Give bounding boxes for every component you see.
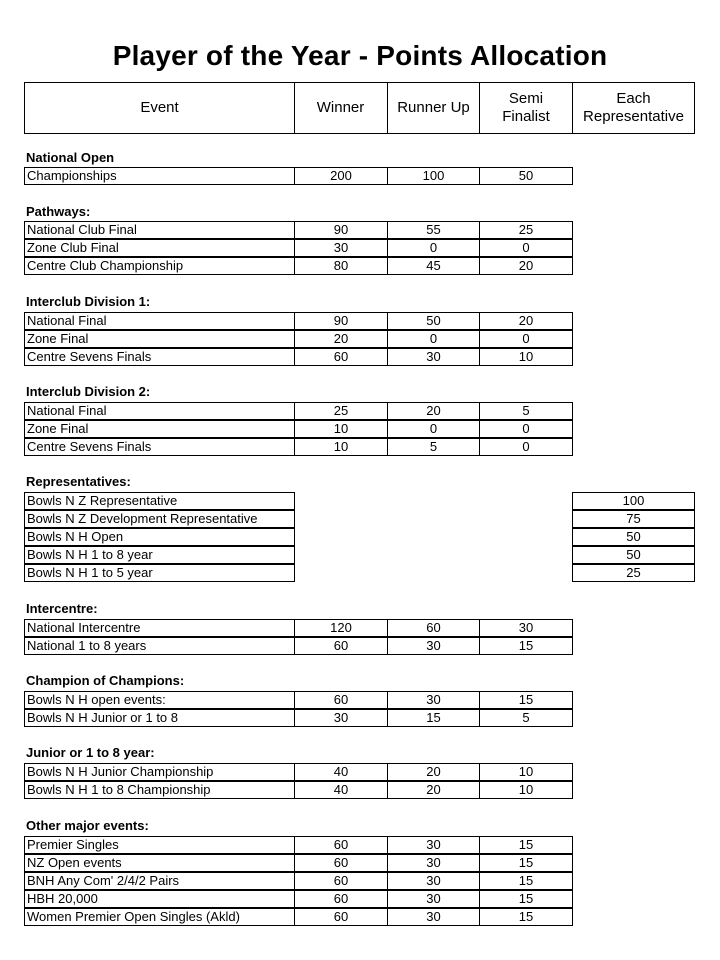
event-cell: National Final [24,312,295,330]
event-cell: BNH Any Com' 2/4/2 Pairs [24,872,295,890]
winner-cell: 30 [294,239,388,257]
winner-cell: 60 [294,348,388,366]
runner-up-cell: 50 [387,312,480,330]
winner-cell: 60 [294,637,388,655]
page-title: Player of the Year - Points Allocation [112,40,608,71]
each-representative-cell: 75 [572,510,695,528]
event-cell: Zone Final [24,330,295,348]
event-cell: Bowls N H 1 to 8 Championship [24,781,295,799]
semi-finalist-cell: 5 [479,402,573,420]
event-cell: Bowls N H Junior Championship [24,763,295,781]
runner-up-cell: 20 [387,763,480,781]
winner-cell: 80 [294,257,388,275]
winner-cell: 60 [294,836,388,854]
event-cell: Premier Singles [24,836,295,854]
header-runner-up: Runner Up [388,82,480,134]
semi-finalist-cell: 20 [479,312,573,330]
event-cell: Bowls N H Junior or 1 to 8 [24,709,295,727]
header-winner: Winner [294,82,388,134]
winner-cell: 200 [294,167,388,185]
semi-finalist-cell: 0 [479,438,573,456]
runner-up-cell: 30 [387,691,480,709]
semi-finalist-cell: 15 [479,854,573,872]
semi-finalist-cell: 15 [479,908,573,926]
runner-up-cell: 30 [387,348,480,366]
each-representative-cell: 50 [572,546,695,564]
winner-cell: 40 [294,763,388,781]
runner-up-cell: 55 [387,221,480,239]
event-cell: Centre Club Championship [24,257,295,275]
event-cell: Centre Sevens Finals [24,438,295,456]
runner-up-cell: 30 [387,872,480,890]
section-title: Intercentre: [26,601,98,616]
section-title: Representatives: [26,474,131,489]
runner-up-cell: 100 [387,167,480,185]
section-title: Junior or 1 to 8 year: [26,745,155,760]
runner-up-cell: 30 [387,836,480,854]
semi-finalist-cell: 15 [479,637,573,655]
winner-cell: 60 [294,908,388,926]
event-cell: Women Premier Open Singles (Akld) [24,908,295,926]
runner-up-cell: 30 [387,908,480,926]
event-cell: Bowls N H Open [24,528,295,546]
section-title: Interclub Division 2: [26,384,151,399]
winner-cell: 25 [294,402,388,420]
runner-up-cell: 60 [387,619,480,637]
semi-finalist-cell: 15 [479,691,573,709]
event-cell: Zone Final [24,420,295,438]
winner-cell: 30 [294,709,388,727]
section-title: Pathways: [26,204,91,219]
event-cell: National Intercentre [24,619,295,637]
section-title: Champion of Champions: [26,673,185,688]
runner-up-cell: 30 [387,637,480,655]
event-cell: NZ Open events [24,854,295,872]
event-cell: Bowls N Z Representative [24,492,295,510]
semi-finalist-cell: 15 [479,890,573,908]
semi-finalist-cell: 0 [479,330,573,348]
winner-cell: 10 [294,438,388,456]
semi-finalist-cell: 0 [479,420,573,438]
winner-cell: 90 [294,221,388,239]
winner-cell: 60 [294,691,388,709]
header-each-representative: Each Representative [573,82,695,134]
winner-cell: 20 [294,330,388,348]
semi-finalist-cell: 10 [479,781,573,799]
semi-finalist-cell: 15 [479,836,573,854]
semi-finalist-cell: 0 [479,239,573,257]
runner-up-cell: 5 [387,438,480,456]
section-title: Interclub Division 1: [26,294,151,309]
event-cell: Zone Club Final [24,239,295,257]
winner-cell: 120 [294,619,388,637]
runner-up-cell: 0 [387,330,480,348]
event-cell: Championships [24,167,295,185]
header-semi-finalist: Semi Finalist [480,82,573,134]
event-cell: Bowls N H 1 to 5 year [24,564,295,582]
event-cell: National Club Final [24,221,295,239]
winner-cell: 60 [294,854,388,872]
runner-up-cell: 20 [387,402,480,420]
event-cell: Bowls N Z Development Representative [24,510,295,528]
runner-up-cell: 0 [387,420,480,438]
runner-up-cell: 30 [387,890,480,908]
semi-finalist-cell: 20 [479,257,573,275]
winner-cell: 10 [294,420,388,438]
semi-finalist-cell: 10 [479,763,573,781]
event-cell: Bowls N H open events: [24,691,295,709]
semi-finalist-cell: 25 [479,221,573,239]
winner-cell: 40 [294,781,388,799]
header-event: Event [24,82,295,134]
winner-cell: 60 [294,872,388,890]
event-cell: Bowls N H 1 to 8 year [24,546,295,564]
semi-finalist-cell: 5 [479,709,573,727]
section-title: National Open [26,150,115,165]
winner-cell: 90 [294,312,388,330]
runner-up-cell: 30 [387,854,480,872]
event-cell: National Final [24,402,295,420]
each-representative-cell: 50 [572,528,695,546]
semi-finalist-cell: 15 [479,872,573,890]
runner-up-cell: 15 [387,709,480,727]
runner-up-cell: 0 [387,239,480,257]
section-title: Other major events: [26,818,149,833]
each-representative-cell: 25 [572,564,695,582]
event-cell: Centre Sevens Finals [24,348,295,366]
event-cell: HBH 20,000 [24,890,295,908]
winner-cell: 60 [294,890,388,908]
event-cell: National 1 to 8 years [24,637,295,655]
each-representative-cell: 100 [572,492,695,510]
runner-up-cell: 45 [387,257,480,275]
semi-finalist-cell: 30 [479,619,573,637]
semi-finalist-cell: 50 [479,167,573,185]
runner-up-cell: 20 [387,781,480,799]
semi-finalist-cell: 10 [479,348,573,366]
